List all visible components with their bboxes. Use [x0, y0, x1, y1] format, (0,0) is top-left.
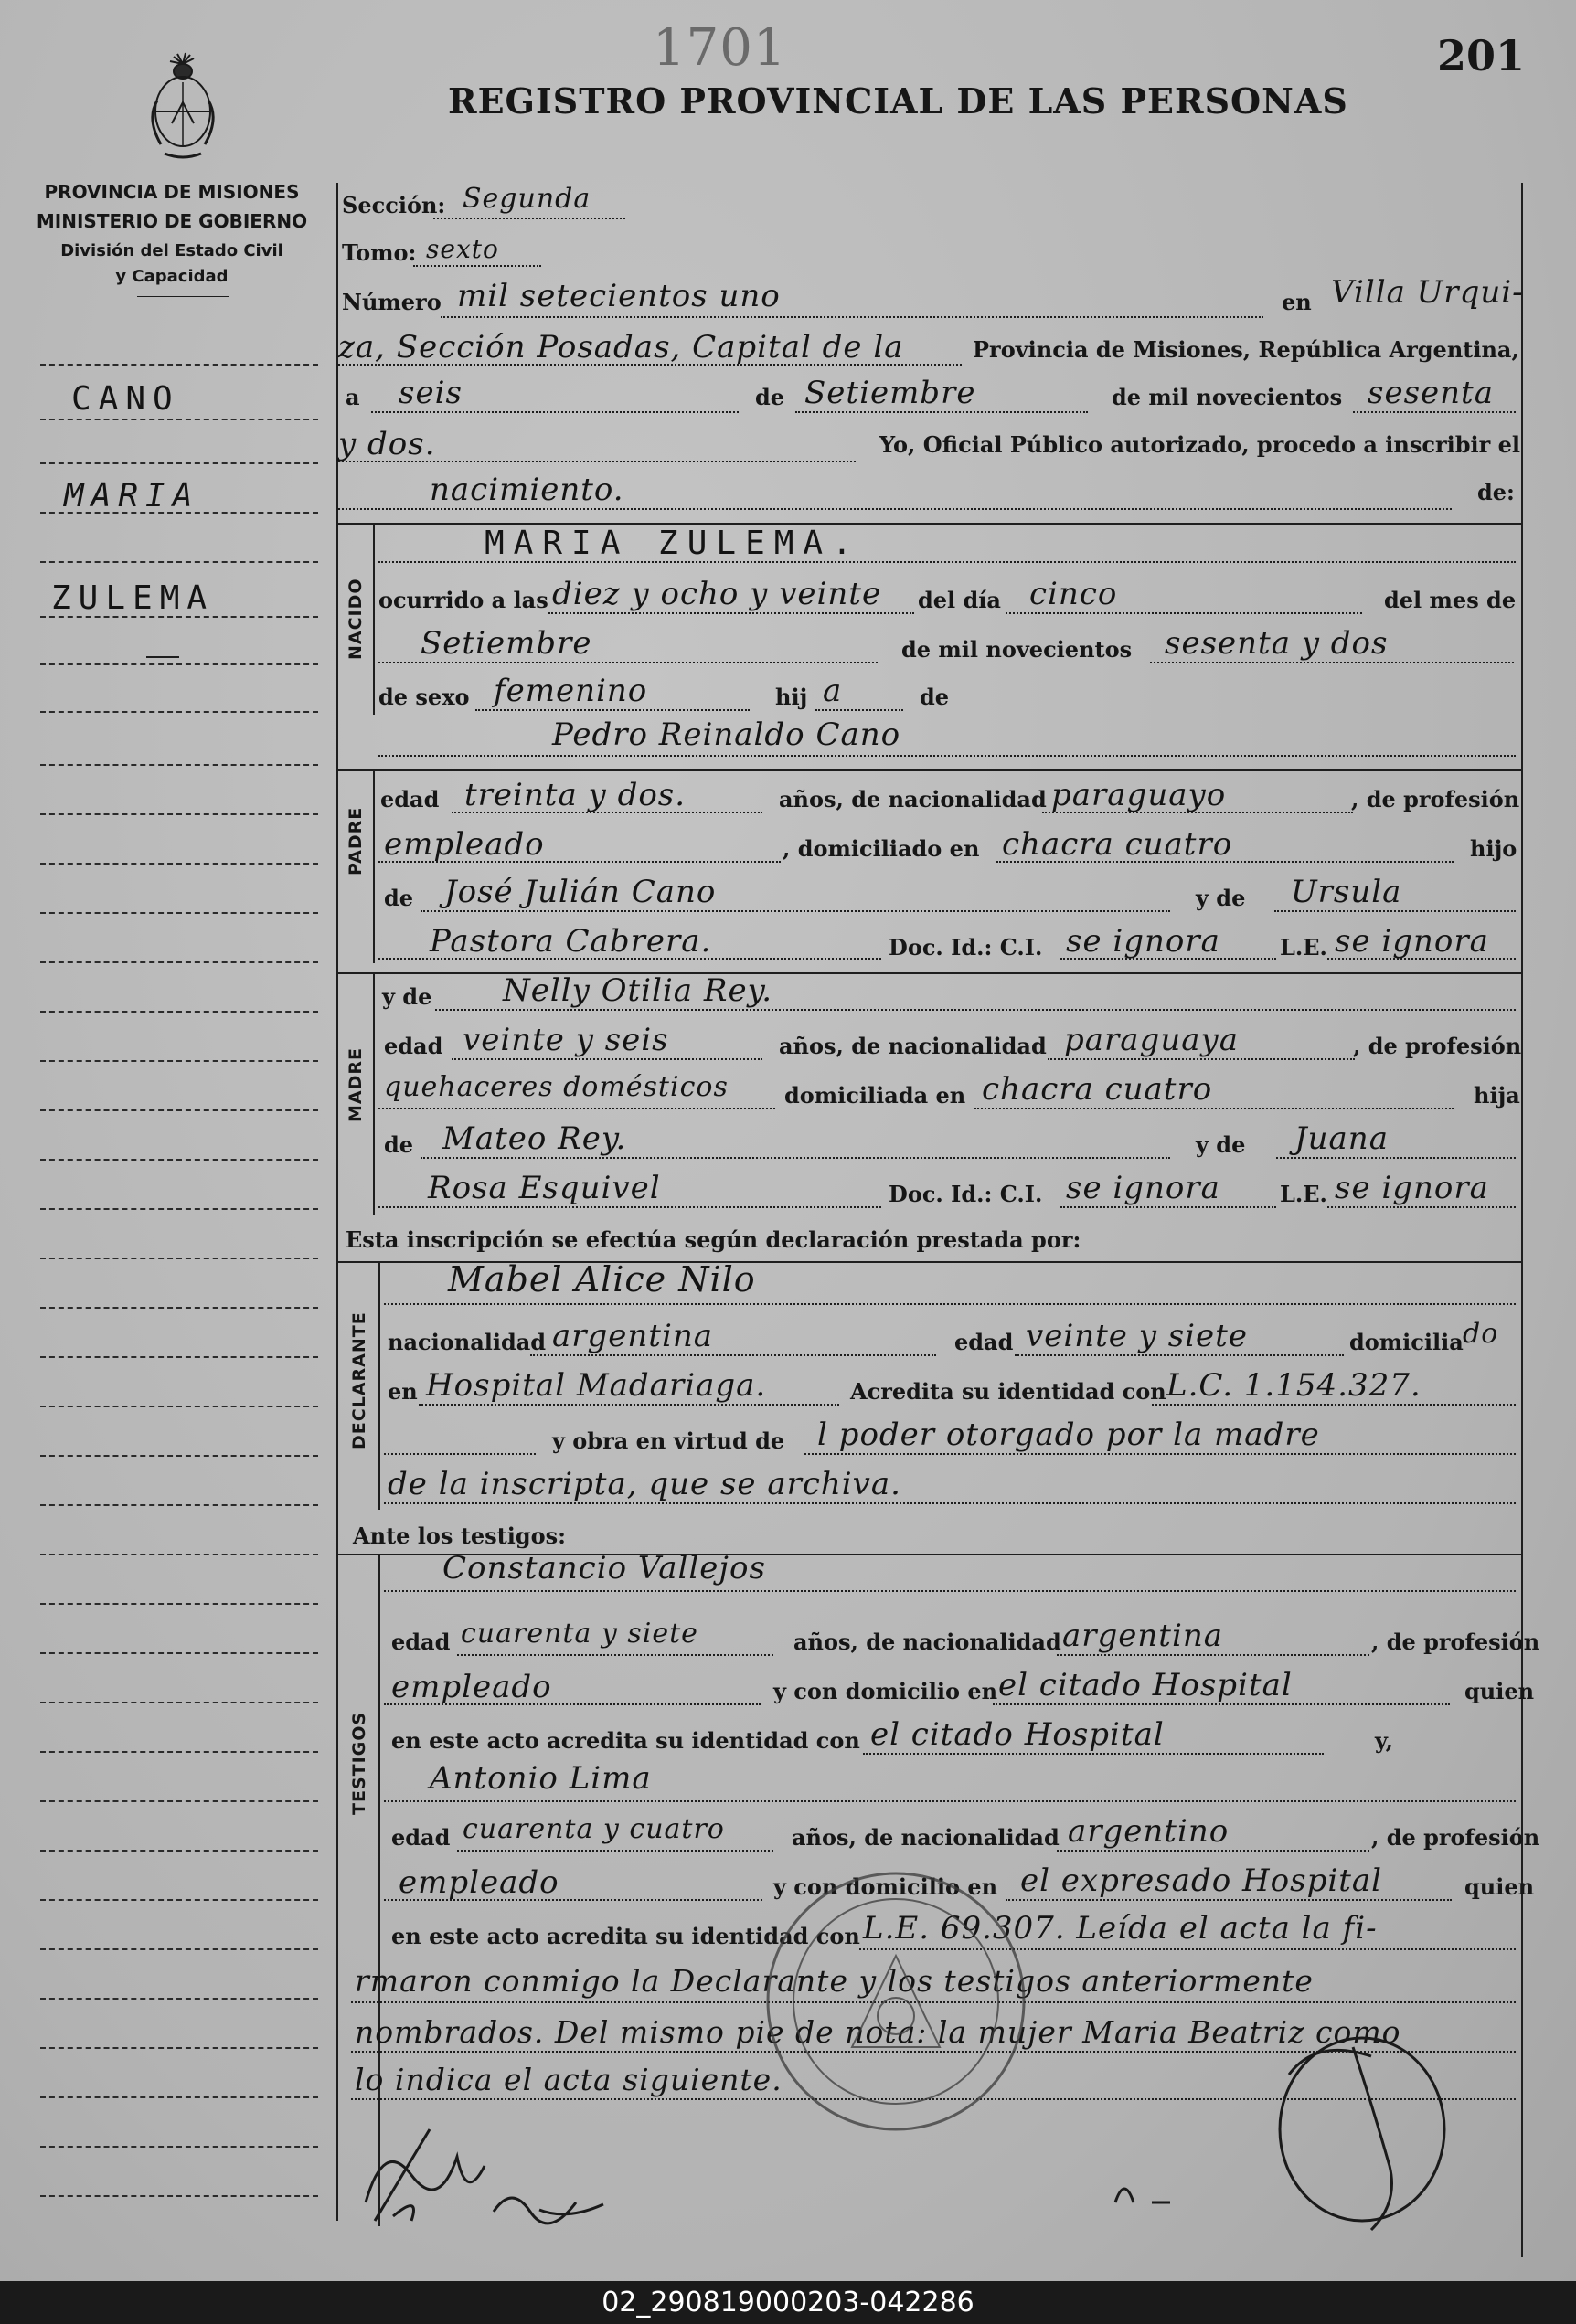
index-dash	[146, 656, 179, 658]
index-rule	[40, 2047, 318, 2049]
index-rule	[40, 863, 318, 865]
index-rule	[40, 419, 318, 420]
nacido-section-label: NACIDO	[346, 578, 366, 660]
tomo-label: Tomo:	[342, 239, 417, 266]
t2-dom-line	[1006, 1899, 1452, 1901]
padre-section-label: PADRE	[346, 806, 366, 875]
anio-nac-value: sesenta y dos	[1165, 625, 1389, 662]
madre-hija-label: hija	[1474, 1082, 1520, 1109]
index-rule	[40, 364, 318, 366]
padre-ci-value: se ignora	[1066, 923, 1220, 960]
madre-madre-value-2: Rosa Esquivel	[428, 1170, 661, 1206]
madre-dom-value: chacra cuatro	[982, 1071, 1213, 1108]
hijo-line	[815, 709, 903, 711]
madre-anos-label: años, de nacionalidad	[779, 1033, 1047, 1059]
t1-edad-label: edad	[391, 1629, 451, 1655]
index-rule	[40, 1258, 318, 1259]
index-rule	[40, 2096, 318, 2098]
padre-nac-value: paraguayo	[1051, 777, 1227, 813]
madre-le-label: L.E.	[1280, 1181, 1327, 1207]
closing-line-1: rmaron conmigo la Declarante y los testigos anteriormente	[355, 1963, 1314, 1999]
sexo-line	[475, 709, 750, 711]
index-rule	[40, 561, 318, 563]
t1-profesion-label: , de profesión	[1371, 1629, 1540, 1655]
seccion-value: Segunda	[463, 183, 591, 215]
t2-dom-value: el expresado Hospital	[1020, 1862, 1383, 1899]
t1-nac-value: argentina	[1062, 1618, 1224, 1654]
index-rule	[40, 462, 318, 464]
decl-dom-value-1: do	[1463, 1318, 1499, 1350]
t1-anos-label: años, de nacionalidad	[793, 1629, 1061, 1655]
madre-madre-value-1: Juana	[1294, 1120, 1389, 1157]
tomo-line	[413, 265, 541, 267]
decl-edad-value: veinte y siete	[1026, 1318, 1248, 1354]
t1-edad-line	[457, 1654, 773, 1656]
index-rule	[40, 1702, 318, 1703]
de-mil-nac-label: de mil novecientos	[901, 636, 1133, 663]
madre-ci-value: se ignora	[1066, 1170, 1220, 1206]
madre-le-value: se ignora	[1335, 1170, 1489, 1206]
decl-nac-value: argentina	[552, 1318, 714, 1354]
numero-line	[441, 316, 1263, 318]
padre-edad-value: treinta y dos.	[464, 777, 687, 813]
del-mes-label: del mes de	[1384, 587, 1517, 613]
index-rule	[40, 1899, 318, 1901]
padre-nac-line	[1042, 812, 1353, 813]
padre-le-label: L.E.	[1280, 934, 1327, 960]
del-dia-label: del día	[918, 587, 1001, 613]
index-rule	[40, 663, 318, 665]
dia-line	[371, 411, 739, 413]
t1-edad-value: cuarenta y siete	[461, 1618, 698, 1650]
ante-testigos-label: Ante los testigos:	[353, 1523, 567, 1549]
official-seal-icon	[750, 1855, 1042, 2148]
madre-y-de-label-2: y de	[1196, 1131, 1246, 1158]
index-rule	[40, 1948, 318, 1950]
mes-value: Setiembre	[804, 375, 976, 411]
issuer-province: PROVINCIA DE MISIONES	[44, 181, 300, 203]
yo-label: Yo, Oficial Público autorizado, procedo a inscribir el	[879, 431, 1521, 458]
issuer-ministry: MINISTERIO DE GOBIERNO	[36, 210, 308, 232]
madre-prof-value: quehaceres domésticos	[384, 1071, 729, 1103]
padre-madre-value-2: Pastora Cabrera.	[430, 923, 712, 960]
t2-quien-label: quien	[1464, 1873, 1535, 1900]
a-label: a	[346, 384, 360, 410]
padre-madre-value-1: Ursula	[1291, 874, 1402, 910]
issuer-division: División del Estado Civil	[60, 241, 283, 260]
declarante-section-label: DECLARANTE	[349, 1311, 369, 1449]
madre-profesion-label: , de profesión	[1353, 1033, 1522, 1059]
padre-le-value: se ignora	[1335, 923, 1489, 960]
madre-doc-label: Doc. Id.: C.I.	[889, 1181, 1043, 1207]
index-rule	[40, 764, 318, 766]
index-rule	[40, 1554, 318, 1555]
padre-de-label: de	[384, 885, 414, 911]
en-value-1: Villa Urqui-	[1331, 274, 1524, 311]
decl-virtud-blank-line	[384, 1453, 536, 1455]
en-label: en	[1282, 289, 1312, 315]
madre-nac-value: paraguaya	[1064, 1022, 1239, 1058]
hora-line	[548, 612, 914, 614]
anio-value-1: sesenta	[1368, 375, 1494, 411]
decl-id-value: L.C. 1.154.327.	[1166, 1367, 1422, 1404]
nombre-line	[378, 561, 1516, 563]
madre-padre-value: Mateo Rey.	[442, 1120, 627, 1157]
section-divider	[338, 769, 1521, 771]
side-column-border	[373, 972, 375, 1215]
hijo-suffix-value: a	[823, 673, 843, 709]
t2-edad-label: edad	[391, 1824, 451, 1851]
de-label: de	[755, 384, 785, 410]
padre-prof-value: empleado	[384, 826, 545, 863]
madre-nombre-value: Nelly Otilia Rey.	[503, 972, 773, 1009]
form-left-border	[336, 183, 338, 2221]
t2-edad-line	[457, 1850, 773, 1852]
t1-prof-value: empleado	[391, 1669, 552, 1705]
padre-y-de-label: y de	[1196, 885, 1246, 911]
index-rule	[40, 2195, 318, 2197]
anio-line-1	[1353, 411, 1516, 413]
decl-nac-line	[530, 1354, 936, 1356]
anio-nac-line	[1150, 662, 1514, 663]
madre-nombre-line	[435, 1009, 1516, 1011]
padre-ci-line	[1060, 958, 1276, 960]
madre-edad-value: veinte y seis	[463, 1022, 669, 1058]
dia-value: seis	[399, 375, 463, 411]
side-column-border	[373, 769, 375, 963]
decl-nombre-line	[384, 1303, 1516, 1305]
padre-nombre-value: Pedro Reinaldo Cano	[552, 716, 901, 753]
testigos-section-label: TESTIGOS	[349, 1711, 369, 1815]
t1-acredita-label: en este acto acredita su identidad con	[391, 1727, 860, 1754]
index-rule	[40, 711, 318, 713]
t1-nombre-line	[384, 1590, 1516, 1592]
t2-prof-line	[384, 1899, 762, 1901]
mes-nac-value: Setiembre	[421, 625, 592, 662]
issuer-underline	[137, 296, 229, 297]
padre-madre-line-1	[1274, 910, 1516, 912]
t2-id-value: L.E. 69.307. Leída el acta la fi-	[863, 1910, 1378, 1947]
decl-acredita-label: Acredita su identidad con	[850, 1378, 1166, 1405]
nombre-value: MARIA ZULEMA.	[485, 525, 861, 562]
t1-nombre-value: Constancio Vallejos	[442, 1550, 766, 1586]
index-rule	[40, 1159, 318, 1161]
t2-acredita-label: en este acto acredita su identidad con	[391, 1923, 860, 1949]
sexo-label: de sexo	[378, 684, 470, 710]
index-rule	[40, 1603, 318, 1605]
decl-nombre-value: Mabel Alice Nilo	[448, 1259, 756, 1300]
side-column-border	[378, 1261, 380, 1510]
en-value-2: za, Sección Posadas, Capital de la	[338, 329, 904, 366]
page-title: REGISTRO PROVINCIAL DE LAS PERSONAS	[448, 80, 1348, 122]
index-rule	[40, 1751, 318, 1753]
numero-label: Número	[342, 289, 442, 315]
padre-nombre-line	[378, 755, 1516, 757]
t2-domicilio-label: y con domicilio en	[773, 1873, 998, 1900]
closing-line-3: lo indica el acta siguiente.	[355, 2062, 783, 2097]
padre-doc-label: Doc. Id.: C.I.	[889, 934, 1043, 960]
decl-id-line	[1152, 1404, 1516, 1406]
de-colon-label: de:	[1477, 479, 1515, 505]
decl-edad-label: edad	[954, 1329, 1014, 1355]
t1-quien-label: quien	[1464, 1678, 1535, 1704]
signature-declarante-icon	[357, 2102, 667, 2230]
index-rule	[40, 1850, 318, 1852]
sexo-value: femenino	[494, 673, 648, 709]
mes-nac-line	[378, 662, 878, 663]
madre-dom-line	[974, 1108, 1454, 1109]
index-rule	[40, 813, 318, 815]
t1-y-label: y,	[1375, 1727, 1394, 1754]
page-number: 201	[1437, 31, 1526, 80]
tipo-line	[338, 508, 1452, 510]
inscripcion-intro: Esta inscripción se efectúa según declaración prestada por:	[346, 1226, 1081, 1253]
madre-y-de-label: y de	[382, 983, 432, 1010]
madre-section-label: MADRE	[346, 1047, 366, 1122]
decl-en-label: en	[388, 1378, 418, 1405]
index-rule	[40, 1109, 318, 1111]
index-rule	[40, 2146, 318, 2148]
t2-prof-value: empleado	[399, 1864, 559, 1901]
madre-de-label: de	[384, 1131, 414, 1158]
index-rule	[40, 1455, 318, 1457]
dia-nac-value: cinco	[1029, 576, 1118, 612]
decl-domicilia-label: domicilia	[1349, 1329, 1464, 1355]
padre-edad-line	[452, 812, 762, 813]
t1-dom-value: el citado Hospital	[998, 1667, 1293, 1703]
t2-anos-label: años, de nacionalidad	[792, 1824, 1060, 1851]
madre-edad-line	[452, 1058, 762, 1060]
decl-edad-line	[1015, 1354, 1344, 1356]
decl-nac-label: nacionalidad	[388, 1329, 547, 1355]
form-right-border	[1521, 183, 1523, 2257]
de-mil-label: de mil novecientos	[1112, 384, 1343, 410]
index-rule	[40, 1060, 318, 1062]
index-surname: CANO	[71, 380, 180, 418]
index-rule	[40, 1800, 318, 1802]
index-name-second: ZULEMA	[51, 579, 215, 617]
madre-padre-line	[421, 1157, 1170, 1159]
padre-dom-line	[996, 861, 1454, 863]
dia-nac-line	[1006, 612, 1362, 614]
decl-virtud-line-2	[384, 1502, 1516, 1504]
t1-id-value: el citado Hospital	[870, 1716, 1165, 1753]
padre-dom-value: chacra cuatro	[1002, 826, 1233, 863]
ocurrido-label: ocurrido a las	[378, 587, 548, 613]
index-rule	[40, 961, 318, 963]
padre-edad-label: edad	[380, 786, 440, 812]
seccion-label: Sección:	[342, 192, 446, 218]
t1-id-line	[863, 1753, 1324, 1755]
issuer-capacity: y Capacidad	[115, 267, 229, 286]
closing-line-2: nombrados. Del mismo pie de nota: la mujer Maria Beatriz como	[355, 2014, 1401, 2050]
t2-nac-value: argentino	[1068, 1813, 1230, 1850]
t1-domicilio-label: y con domicilio en	[773, 1678, 998, 1704]
index-rule	[40, 1406, 318, 1407]
t1-dom-line	[993, 1703, 1450, 1705]
de-padres-label: de	[920, 684, 950, 710]
padre-profesion-label: , de profesión	[1351, 786, 1520, 812]
tomo-value: sexto	[426, 234, 499, 264]
padre-hijo-label: hijo	[1470, 835, 1517, 862]
t1-nac-line	[1057, 1654, 1369, 1656]
padre-domiciliado-label: , domiciliado en	[783, 835, 980, 862]
side-column-border	[373, 523, 375, 715]
tipo-value: nacimiento.	[430, 472, 624, 508]
index-rule	[40, 1208, 318, 1210]
index-rule	[40, 1307, 318, 1309]
decl-virtud-value-1: l poder otorgado por la madre	[817, 1417, 1320, 1453]
decl-dom-value-2: Hospital Madariaga.	[426, 1367, 767, 1404]
decl-virtud-line-1	[804, 1453, 1516, 1455]
madre-le-line	[1327, 1206, 1516, 1208]
provincia-label: Provincia de Misiones, República Argentina,	[973, 336, 1519, 363]
mes-line	[795, 411, 1088, 413]
madre-domiciliada-label: domiciliada en	[784, 1082, 966, 1109]
index-rule	[40, 912, 318, 914]
index-rule	[40, 1011, 318, 1013]
t2-edad-value: cuarenta y cuatro	[463, 1813, 725, 1845]
index-rule	[40, 1998, 318, 2000]
madre-edad-label: edad	[384, 1033, 443, 1059]
hora-value: diez y ocho y veinte	[552, 576, 882, 612]
t2-profesion-label: , de profesión	[1371, 1824, 1540, 1851]
decl-virtud-value-2: de la inscripta, que se archiva.	[388, 1466, 901, 1502]
seccion-line	[433, 218, 625, 219]
madre-prof-line	[378, 1108, 775, 1109]
t2-nac-line	[1057, 1850, 1369, 1852]
en-line	[338, 364, 962, 366]
index-rule	[40, 1356, 318, 1358]
t2-nombre-line	[384, 1800, 1516, 1802]
coat-of-arms-icon	[137, 46, 229, 164]
padre-madre-line-2	[378, 958, 881, 960]
madre-madre-line-2	[378, 1206, 881, 1208]
decl-dom-line	[419, 1404, 839, 1406]
anio-value-2: y dos.	[338, 426, 436, 462]
decl-virtud-label: y obra en virtud de	[552, 1427, 785, 1454]
index-name-first: MARIA	[64, 477, 200, 515]
signature-officer-icon	[1097, 2020, 1499, 2239]
image-caption: 02_290819000203-042286	[0, 2281, 1576, 2324]
index-rule	[40, 1504, 318, 1506]
padre-padre-line	[421, 910, 1170, 912]
hijo-label: hij	[775, 684, 808, 710]
t2-nombre-value: Antonio Lima	[430, 1760, 652, 1797]
numero-value: mil setecientos uno	[457, 278, 781, 314]
handwritten-act-number: 1701	[653, 18, 787, 78]
index-rule	[40, 1652, 318, 1654]
madre-ci-line	[1060, 1206, 1276, 1208]
padre-le-line	[1327, 958, 1516, 960]
padre-anos-label: años, de nacionalidad	[779, 786, 1047, 812]
padre-prof-line	[378, 861, 781, 863]
madre-madre-line-1	[1276, 1157, 1516, 1159]
t1-prof-line	[384, 1703, 761, 1705]
anio-line-2	[338, 461, 856, 462]
padre-padre-value: José Julián Cano	[444, 874, 717, 910]
madre-nac-line	[1048, 1058, 1355, 1060]
